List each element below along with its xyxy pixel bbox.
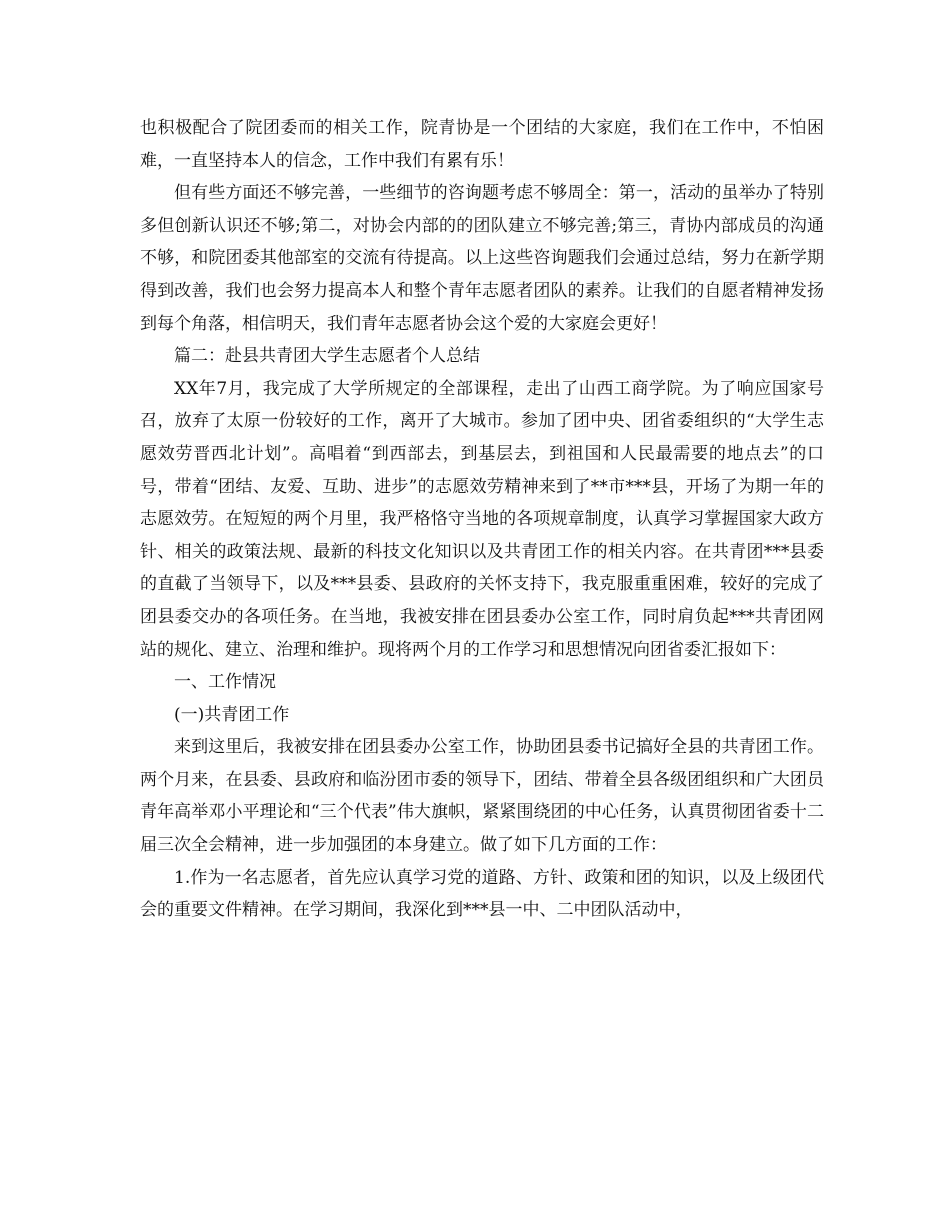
heading-work-situation: 一、工作情况 — [174, 672, 276, 693]
paragraph-continuation: 也积极配合了院团委而的相关工作，院青协是一个团结的大家庭，我们在工作中，不怕困难，一直坚持本人的信念，工作中我们有累有乐！ — [140, 118, 824, 171]
subheading-league-work: (一)共青团工作 — [174, 704, 290, 725]
paragraph-introduction: XX年7月，我完成了大学所规定的全部课程，走出了山西工商学院。为了响应国家号召，放弃了太原一份较好的工作，离开了大城市。参加了团中央、团省委组织的“大学生志愿效劳晋西北计划”。高唱着“到西部去，到基层去，到祖国和人民最需要的地点去”的口号，带着“团结、友爱、互助、进步”的志愿效劳精神来到了**市***县，开场了为期一年的志愿效劳。在短短的两个月里，我严格恪守当地的各项规章制度，认真学习掌握国家大政方针、相关的政策法规、最新的科技文化知识以及共青团工作的相关内容。在共青团***县委的直截了当领导下，以及***县委、县政府的关怀支持下，我克服重重困难，较好的完成了团县委交办的各项任务。在当地，我被安排在团县委办公室工作，同时肩负起***共青团网站的规化、建立、治理和维护。现将两个月的工作学习和思想情况向团省委汇报如下： — [140, 378, 824, 660]
paragraph-item-1: 1.作为一名志愿者，首先应认真学习党的道路、方针、政策和团的知识，以及上级团代会的重要文件精神。在学习期间，我深化到***县一中、二中团队活动中， — [140, 867, 824, 921]
paragraph-shortcomings: 但有些方面还不够完善，一些细节的咨询题考虑不够周全：第一，活动的虽举办了特别多但创新认识还不够;第二，对协会内部的的团队建立不够完善;第三，青协内部成员的沟通不够，和院团委其他部室的交流有待提高。以上这些咨询题我们会通过总结，努力在新学期得到改善，我们也会努力提高本人和整个青年志愿者团队的素养。让我们的自愿者精神发扬到每个角落，相信明天，我们青年志愿者协会这个爱的大家庭会更好！ — [140, 183, 824, 334]
paragraph-league-work: 来到这里后，我被安排在团县委办公室工作，协助团县委书记搞好全县的共青团工作。两个月来，在县委、县政府和临汾团市委的领导下，团结、带着全县各级团组织和广大团员青年高举邓小平理论和“三个代表”伟大旗帜，紧紧围绕团的中心任务，认真贯彻团省委十二届三次全会精神，进一步加强团的本身建立。做了如下几方面的工作： — [140, 737, 824, 856]
section-title: 篇二：赴县共青团大学生志愿者个人总结 — [174, 346, 480, 367]
document-body — [140, 112, 824, 927]
